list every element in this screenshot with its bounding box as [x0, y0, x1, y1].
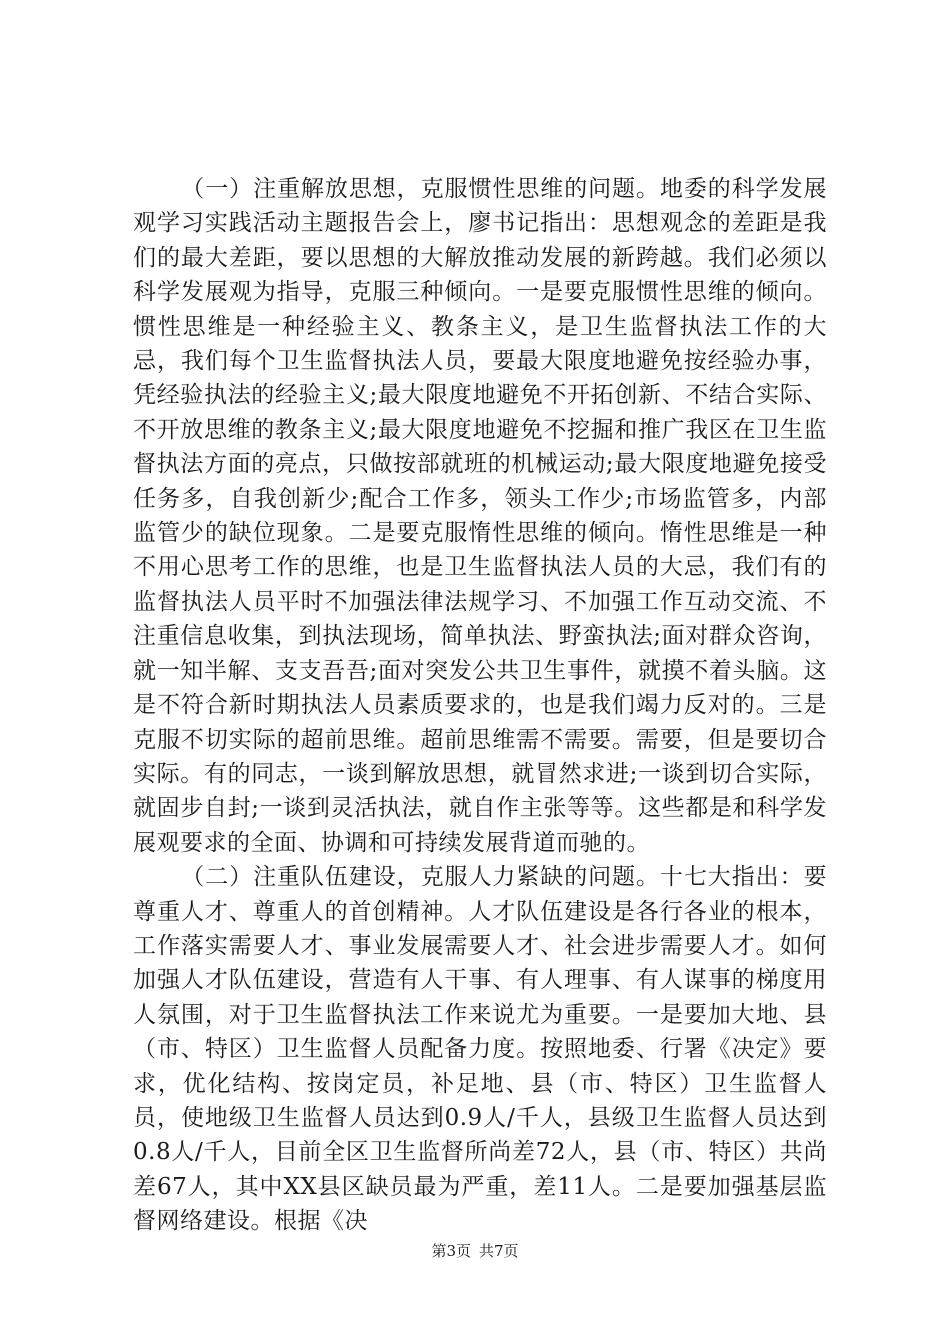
page-number: 第3页: [431, 1242, 471, 1260]
page-footer: [0, 1240, 950, 1261]
paragraph-1: （一）注重解放思想，克服惯性思维的问题。地委的科学发展观学习实践活动主题报告会上，廖书记指出：思想观念的差距是我们的最大差距，要以思想的大解放推动发展的新跨越。我们必须以科学发展观为指导，克服三种倾向。一是要克服惯性思维的倾向。惯性思维是一种经验主义、教条主义，是卫生监督执法工作的大忌，我们每个卫生监督执法人员，要最大限度地避免按经验办事，凭经验执法的经验主义;最大限度地避免不开拓创新、不结合实际、不开放思维的教条主义;最大限度地避免不挖掘和推广我区在卫生监督执法方面的亮点，只做按部就班的机械运动;最大限度地避免接受任务多，自我创新少;配合工作多，领头工作少;市场监管多，内部监管少的缺位现象。二是要克服惰性思维的倾向。惰性思维是一种不用心思考工作的思维，也是卫生监督执法人员的大忌，我们有的监督执法人员平时不加强法律法规学习、不加强工作互动交流、不注重信息收集，到执法现场，简单执法、野蛮执法;面对群众咨询，就一知半解、支支吾吾;面对突发公共卫生事件，就摸不着头脑。这是不符合新时期执法人员素质要求的，也是我们竭力反对的。三是克服不切实际的超前思维。超前思维需不需要。需要，但是要切合实际。有的同志，一谈到解放思想，就冒然求进;一谈到切合实际，就固步自封;一谈到灵活执法，就自作主张等等。这些都是和科学发展观要求的全面、协调和可持续发展背道而驰的。: [133, 176, 827, 856]
paragraph-2: （二）注重队伍建设，克服人力紧缺的问题。十七大指出：要尊重人才、尊重人的首创精神。人才队伍建设是各行各业的根本，工作落实需要人才、事业发展需要人才、社会进步需要人才。如何加强人才队伍建设，营造有人干事、有人理事、有人谋事的梯度用人氛围，对于卫生监督执法工作来说尤为重要。一是要加大地、县（市、特区）卫生监督人员配备力度。按照地委、行署《决定》要求，优化结构、按岗定员，补足地、县（市、特区）卫生监督人员，使地级卫生监督人员达到0.9人/千人，县级卫生监督人员达到0.8人/千人，目前全区卫生监督所尚差72人，县（市、特区）共尚差67人，其中XX县区缺员最为严重，差11人。二是要加强基层监督网络建设。根据《决: [133, 864, 827, 1235]
document-body: [133, 172, 827, 1239]
page-total: 共7页: [479, 1242, 519, 1260]
